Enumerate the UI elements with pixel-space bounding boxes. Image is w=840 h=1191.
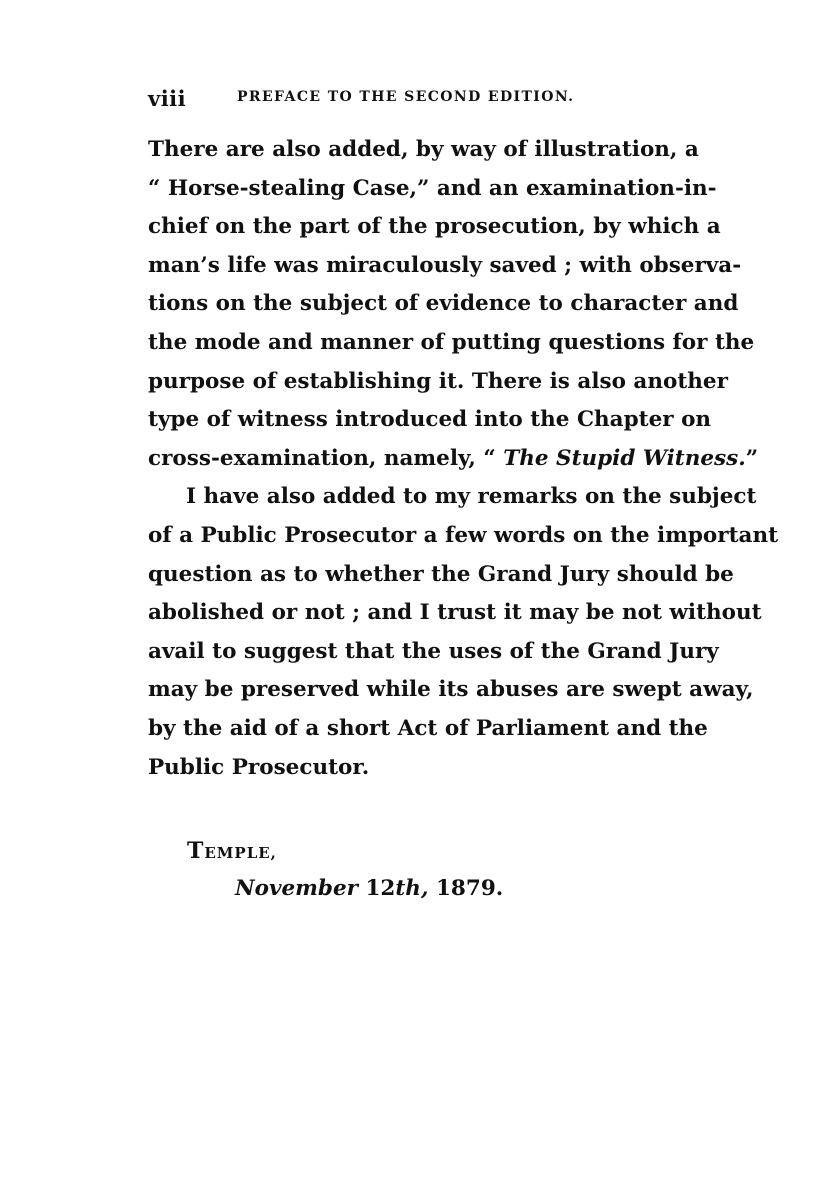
line-prefix: cross-examination, namely, “ <box>148 445 504 471</box>
text-line: avail to suggest that the uses of the Grand Jury <box>148 638 719 664</box>
italic-title: The Stupid Witness. <box>503 445 746 471</box>
paragraph-2 <box>148 478 779 787</box>
date-day-number: 12 <box>365 876 396 901</box>
paragraph-1 <box>148 131 759 478</box>
text-line: by the aid of a short Act of Parliament and the <box>148 715 708 741</box>
date-month: November <box>235 876 358 901</box>
text-line-with-italic <box>148 440 759 479</box>
text-line: There are also added, by way of illustration, a <box>148 137 699 162</box>
text-line: may be preserved while its abuses are swept away, <box>148 677 754 703</box>
text-line: “ Horse-stealing Case,” and an examination-in- <box>148 175 717 201</box>
date-day-suffix: th, <box>395 876 429 901</box>
place-rest: EMPLE, <box>204 844 277 862</box>
text-line: of a Public Prosecutor a few words on the important <box>148 522 779 548</box>
page-header <box>148 86 688 112</box>
text-line: Public Prosecutor. <box>148 754 370 780</box>
text-line: the mode and manner of putting questions for the <box>148 329 755 355</box>
text-line: tions on the subject of evidence to character and <box>148 291 739 317</box>
text-line: question as to whether the Grand Jury should be <box>148 561 734 587</box>
text-line: chief on the part of the prosecution, by which a <box>148 214 721 240</box>
line-suffix: ” <box>745 445 759 471</box>
page-number: viii <box>148 86 187 111</box>
text-line: man’s life was miraculously saved ; with observa- <box>148 252 742 278</box>
text-line: type of witness introduced into the Chapter on <box>148 407 712 433</box>
place-initial: T <box>187 838 205 864</box>
text-line: I have also added to my remarks on the subject <box>186 484 757 510</box>
signoff-place <box>187 832 587 870</box>
text-line: purpose of establishing it. There is also another <box>148 368 728 394</box>
date-year: 1879. <box>435 876 504 901</box>
signoff <box>187 832 587 908</box>
text-line: abolished or not ; and I trust it may be not without <box>148 600 762 626</box>
preface-body <box>148 131 779 787</box>
running-head: PREFACE TO THE SECOND EDITION. <box>237 89 575 105</box>
signoff-date <box>235 870 587 908</box>
